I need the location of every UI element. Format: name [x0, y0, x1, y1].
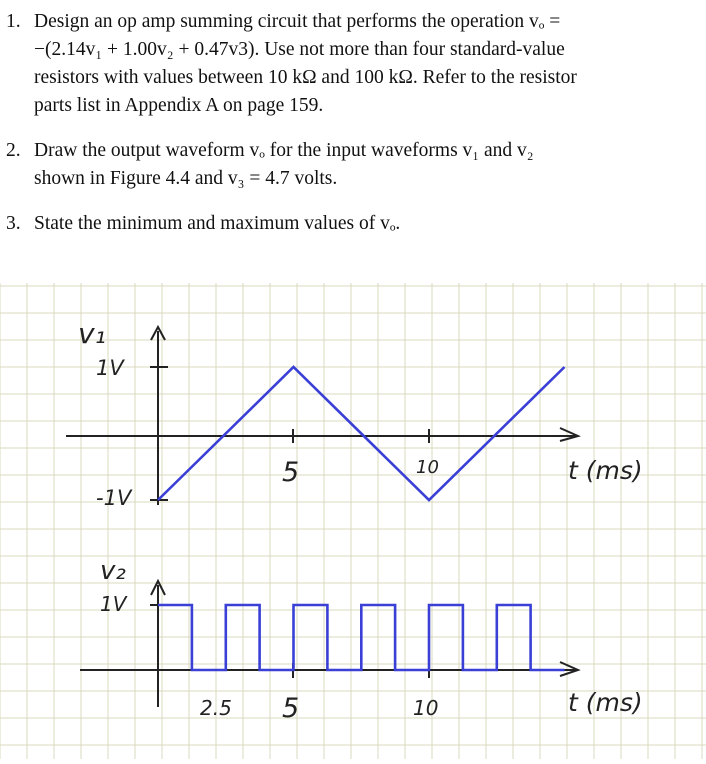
problem-2 [6, 137, 700, 193]
v2-axis-label: v₂ [100, 556, 126, 586]
figure-4-4 [0, 283, 706, 759]
problem-line: Draw the output waveform vₒ for the input waveforms v₁ and v₂ [34, 140, 534, 161]
v1-triangle-waveform [158, 367, 565, 500]
v1-time-arrowhead [560, 428, 578, 441]
problem-3 [6, 210, 700, 238]
v1-axis-label: v₁ [78, 317, 106, 350]
v1-tick-label-5: 5 [282, 457, 300, 488]
v1-axes [66, 327, 578, 505]
v1-tick-label-10: 10 [416, 457, 439, 478]
v2-axes [80, 581, 578, 707]
problem-line: −(2.14v₁ + 1.00v₂ + 0.47v3). Use not more than four standard-value [34, 39, 565, 60]
problem-line: Design an op amp summing circuit that performs the operation vₒ = [34, 11, 561, 32]
v2-tick-label-2-5: 2.5 [200, 696, 232, 720]
problem-1 [6, 8, 700, 120]
problem-line: State the minimum and maximum values of vₒ. [34, 213, 401, 234]
v2-time-label: t (ms) [568, 688, 643, 717]
v2-tick-label-5: 5 [282, 693, 300, 724]
v2-tick-label-10: 10 [413, 696, 439, 720]
problem-number: 3. [6, 213, 21, 234]
problem-number: 1. [6, 11, 21, 32]
v1-time-label: t (ms) [568, 456, 643, 485]
v2-tick-label-1v: 1V [100, 592, 127, 616]
problem-number: 2. [6, 140, 21, 161]
problem-line: parts list in Appendix A on page 159. [34, 95, 324, 116]
v1-tick-label-1v: 1V [96, 356, 124, 380]
v1-tick-label-neg1v: -1V [96, 486, 132, 510]
problem-line: shown in Figure 4.4 and v₃ = 4.7 volts. [34, 168, 338, 189]
problem-line: resistors with values between 10 kΩ and 100 kΩ. Refer to the resistor [34, 67, 577, 88]
waveform-figure [0, 283, 706, 759]
